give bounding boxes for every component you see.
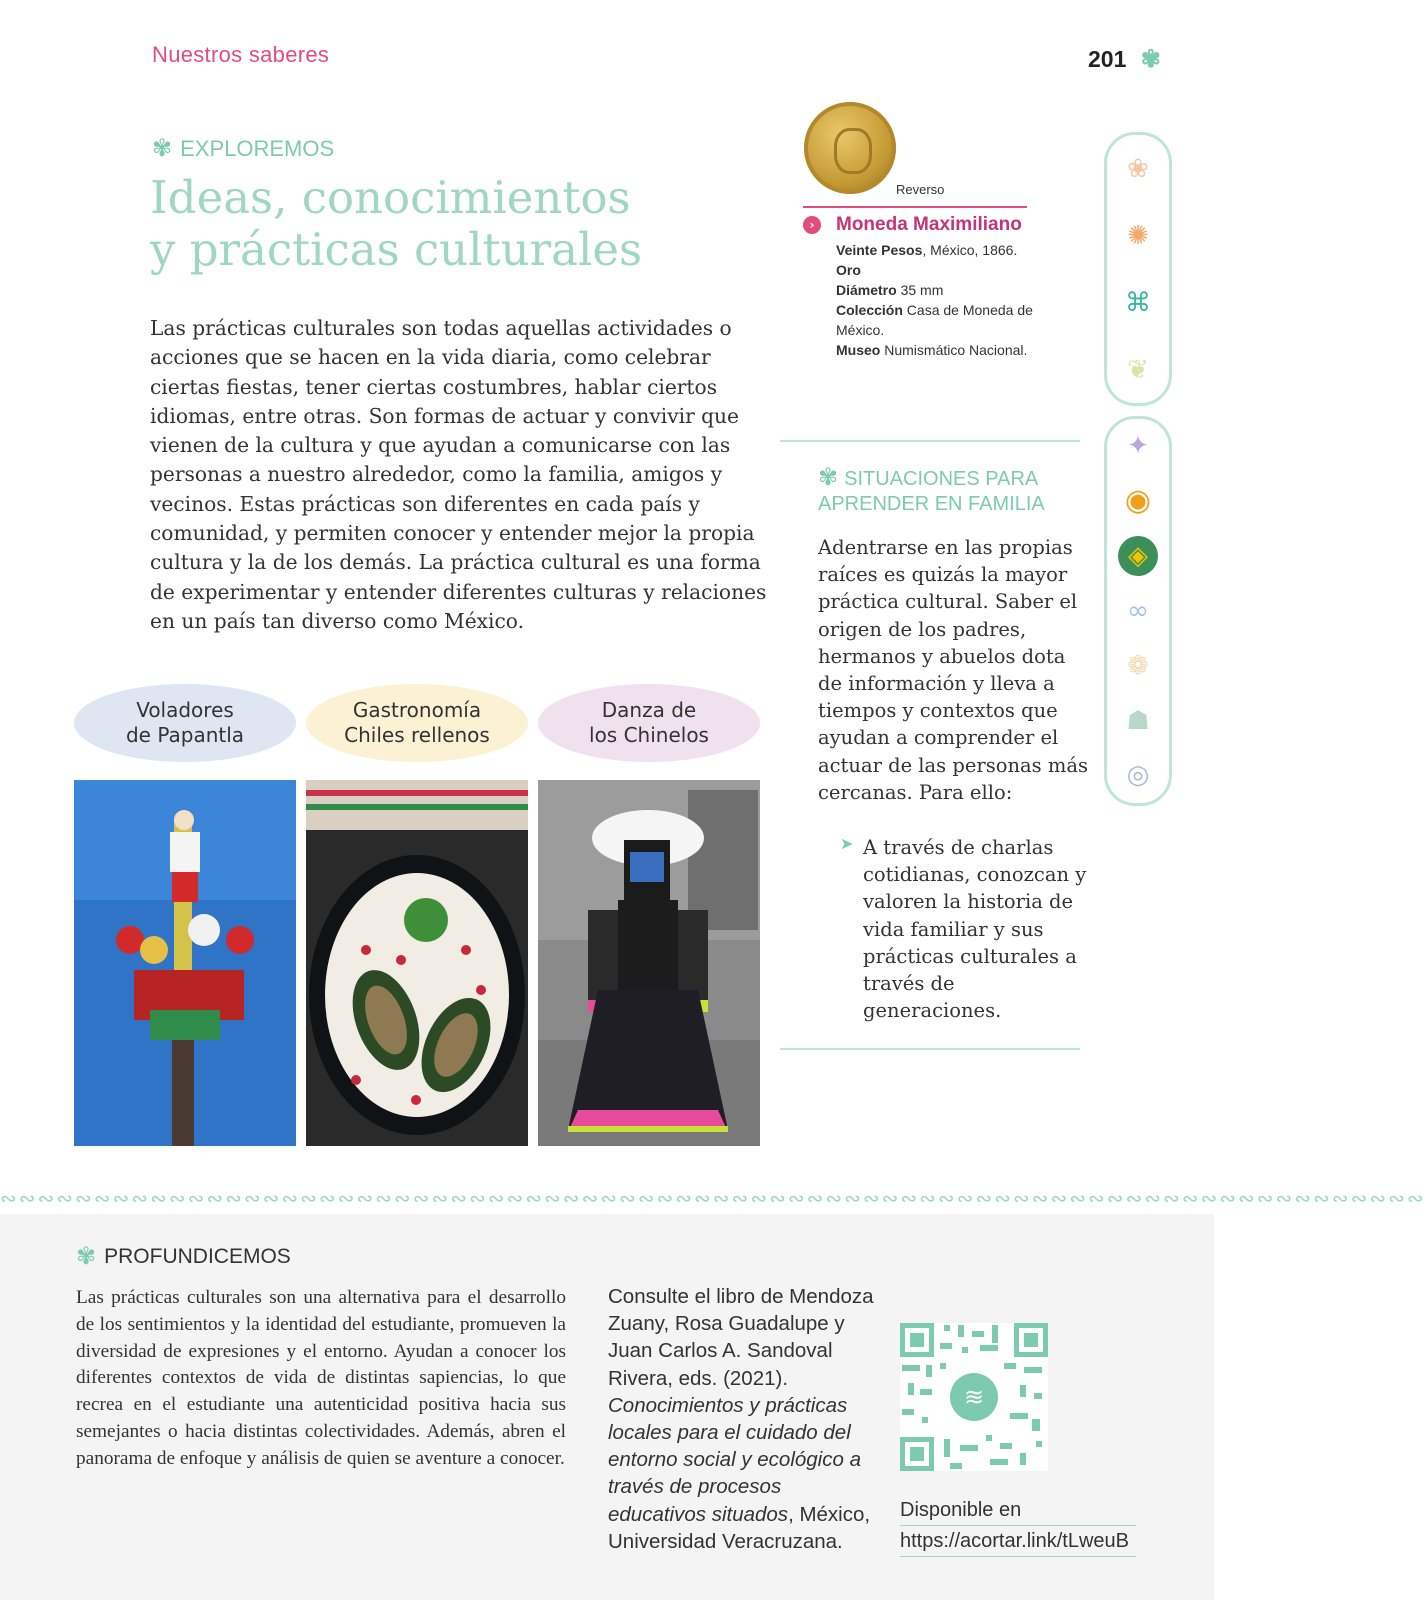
divider — [900, 1556, 1136, 1557]
glyph-icon: ✾ — [152, 135, 173, 162]
hand-icon: ☗ — [1126, 705, 1150, 736]
coin-detail-text: Casa de Moneda de México. — [836, 302, 1033, 338]
page-title — [150, 172, 750, 276]
explore-label-text: EXPLOREMOS — [180, 136, 335, 161]
wifi-icon: ≋ — [950, 1373, 998, 1421]
explore-label — [152, 136, 334, 162]
circles-icon: ∞ — [1127, 595, 1149, 626]
figure-icon: ✺ — [1127, 220, 1149, 251]
availability — [900, 1495, 1136, 1557]
deepen-paragraph: Las prácticas culturales son una alternativa para el desarrollo de los sentimientos y la identidad del estudiante, promueven la diversidad de expresiones y el entorno. Ayudan a conocer los diferentes contextos de vida de distintas sapiencias, lo que recrea en el estudiante una autenticidad positiva hacia sus semejantes o hacia distintas colectividades. Además, abren el panorama de enfoque y análisis de quien se aventure a conocer. — [76, 1287, 566, 1469]
flower-icon: ❀ — [1127, 153, 1149, 184]
knot-icon: ⌘ — [1125, 287, 1151, 318]
glyph-icon: ✾ — [1140, 46, 1161, 73]
chinelos-photo — [538, 780, 760, 1146]
practice-pill-voladores: Voladores de Papantla — [74, 684, 296, 762]
family-bullet: A través de charlas cotidianas, conozcan y valoren la historia de vida familiar y sus prácticas culturales a través de generaciones. — [863, 836, 1087, 1023]
chevron-right-icon: › — [803, 216, 821, 234]
voladores-photo — [74, 780, 296, 1146]
sprout-icon: ❦ — [1127, 354, 1149, 385]
coin-detail-text: , México, 1866. — [922, 242, 1018, 258]
lotus-icon: ❁ — [1127, 650, 1149, 681]
glyph-icon: ✾ — [818, 464, 839, 491]
coin-detail-bold: Diámetro — [836, 282, 897, 298]
section-name: Nuestros saberes — [152, 42, 330, 67]
coin-detail-bold: Oro — [836, 262, 861, 278]
glyph-icon: ✾ — [76, 1243, 97, 1270]
reference-title: Conocimientos y prácticas locales para el cuidado del entorno social y ecológico a través de procesos educativos situados — [608, 1393, 861, 1526]
icon-rail-top — [1104, 132, 1172, 406]
coin-image — [804, 102, 896, 194]
square-diamond-icon: ◈ — [1118, 536, 1158, 576]
deepen-label-text: PROFUNDICEMOS — [104, 1245, 291, 1268]
family-paragraph: Adentrarse en las propias raíces es quizás la mayor práctica cultural. Saber el origen de los padres, hermanos y abuelos dota de información y lleva a tiempos y contextos que ayudan a comprender el actuar de las personas más cercanas. Para ello: — [818, 536, 1088, 804]
deepen-label — [76, 1245, 291, 1269]
reference-intro: Consulte el libro de Mendoza Zuany, Rosa Guadalupe y Juan Carlos A. Sandoval Rivera, eds. (2021). — [608, 1285, 874, 1390]
icon-rail-bottom — [1104, 416, 1172, 806]
decorative-border: ∾∾∾∾∾∾∾∾∾∾∾∾∾∾∾∾∾∾∾∾∾∾∾∾∾∾∾∾∾∾∾∾∾∾∾∾∾∾∾∾∾∾∾∾∾∾∾∾∾∾∾∾∾∾∾∾∾∾∾∾∾∾∾∾∾∾∾∾∾∾∾∾∾∾∾∾ — [0, 1186, 1426, 1210]
coin-detail-bold: Museo — [836, 342, 881, 358]
coin-caption: Reverso — [896, 182, 945, 197]
page-number-text: 201 — [1088, 46, 1127, 72]
practice-pill-gastronomia: Gastronomía Chiles rellenos — [306, 684, 528, 762]
coin-detail-text: Numismático Nacional. — [880, 342, 1028, 358]
family-label-text: SITUACIONES PARA APRENDER EN FAMILIA — [818, 468, 1045, 515]
star-icon: ✦ — [1127, 431, 1149, 462]
divider — [780, 440, 1080, 442]
coin-divider — [803, 206, 1027, 208]
coin-detail-bold: Veinte Pesos — [836, 242, 923, 258]
coin-detail-text: 35 mm — [896, 282, 944, 298]
practice-pill-chinelos: Danza de los Chinelos — [538, 684, 760, 762]
ring-icon: ◉ — [1124, 483, 1152, 519]
page-title-line2: y prácticas culturales — [150, 223, 643, 276]
intro-paragraph: Las prácticas culturales son todas aquellas actividades o acciones que se hacen en la vida diaria, como celebrar ciertas fiestas, tener ciertas costumbres, hablar ciertos idiomas, entre otras. Son formas de actuar y convivir que vienen de la cultura y que ayudan a comunicarse con las personas a nuestro alrededor, como la familia, amigos y vecinos. Estas prácticas son diferentes en cada país y comunidad, y permiten conocer y entender mejor la propia cultura y la de los demás. La práctica cultural es una forma de experimentar y entender diferentes culturas y relaciones en un país tan diverso como México. — [150, 316, 767, 633]
coin-title: Moneda Maximiliano — [836, 214, 1022, 235]
coin-details — [836, 240, 1036, 360]
book-reference — [608, 1283, 878, 1555]
resource-link[interactable]: https://acortar.link/tLweuB — [900, 1530, 1130, 1552]
reference-end: , México, Universidad Veracruzana. — [608, 1502, 871, 1553]
bullet-arrow-icon: ➤ — [840, 834, 854, 853]
page-title-line1: Ideas, conocimientos — [150, 171, 631, 224]
divider — [780, 1048, 1080, 1050]
available-label: Disponible en — [900, 1499, 1022, 1521]
family-label — [818, 466, 1068, 517]
spiral-icon: ◎ — [1126, 760, 1150, 791]
coin-detail-bold: Colección — [836, 302, 903, 318]
chiles-rellenos-photo — [306, 780, 528, 1146]
page-number — [1088, 46, 1161, 73]
